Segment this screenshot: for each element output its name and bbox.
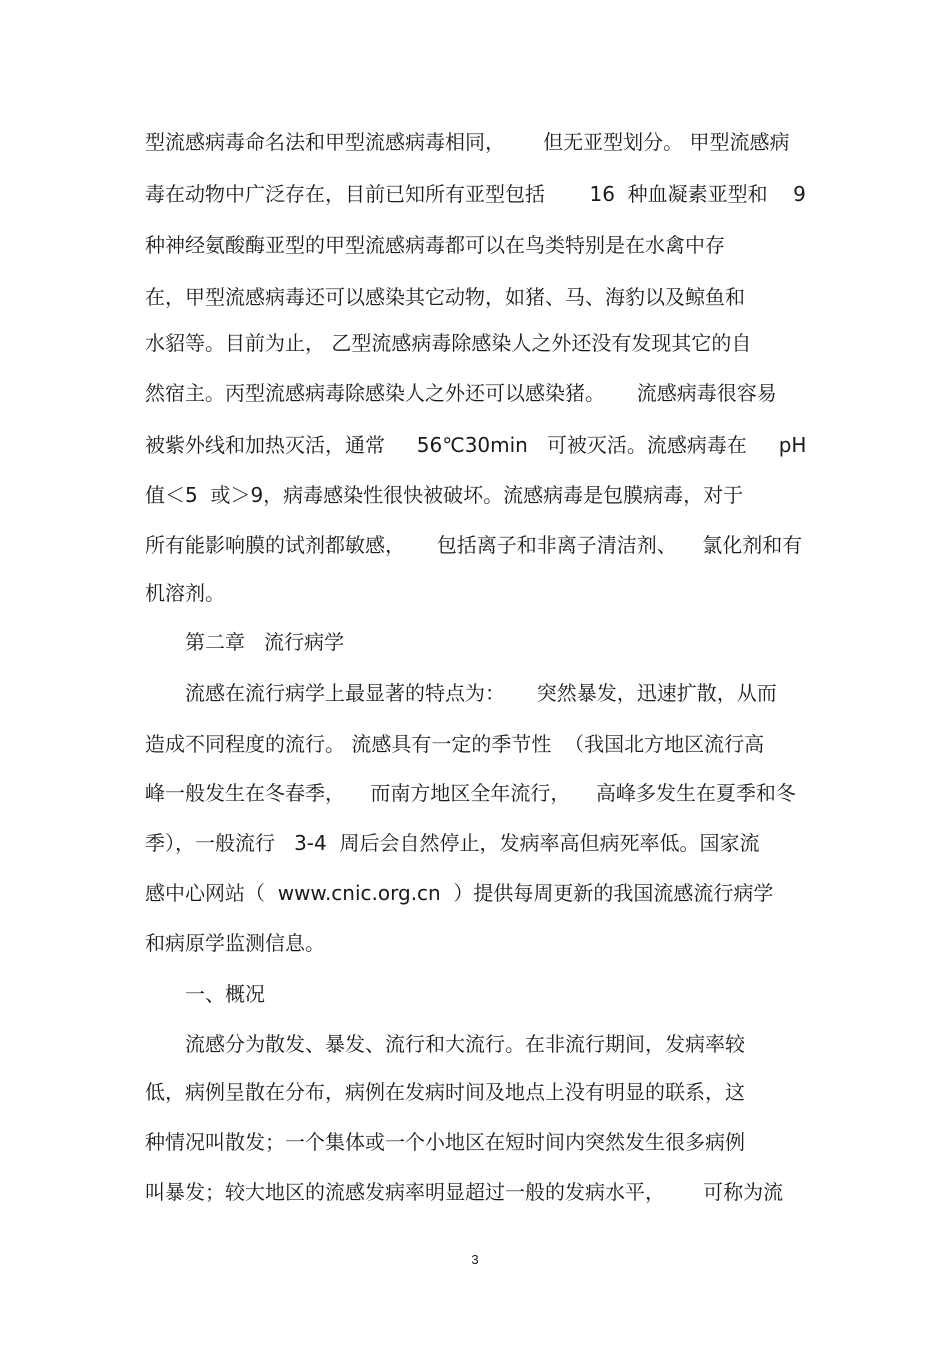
text-line: 毒在动物中广泛存在，目前已知所有亚型包括 16 种血凝素亚型和 9 — [145, 182, 806, 206]
text-line: 在，甲型流感病毒还可以感染其它动物，如猪、马、海豹以及鲸鱼和 — [145, 285, 745, 309]
text-line: 型流感病毒命名法和甲型流感病毒相同， 但无亚型划分。 甲型流感病 — [145, 130, 790, 154]
text-line: 和病原学监测信息。 — [145, 931, 325, 955]
text-line: 感中心网站（ www.cnic.org.cn ）提供每周更新的我国流感流行病学 — [145, 881, 774, 905]
text-line: 峰一般发生在冬春季， 而南方地区全年流行， 高峰多发生在夏季和冬 — [145, 781, 796, 805]
text-line: 造成不同程度的流行。 流感具有一定的季节性 （我国北方地区流行高 — [145, 732, 765, 756]
text-line: 机溶剂。 — [145, 581, 225, 605]
text-line: 被紫外线和加热灭活，通常 56℃30min 可被灭活。流感病毒在 pH — [145, 433, 807, 457]
text-line: 水貂等。目前为止， 乙型流感病毒除感染人之外还没有发现其它的自 — [145, 331, 752, 355]
section-heading: 一、概况 — [185, 982, 265, 1006]
text-line: 所有能影响膜的试剂都敏感， 包括离子和非离子清洁剂、 氯化剂和有 — [145, 533, 803, 557]
text-line: 流感分为散发、暴发、流行和大流行。在非流行期间，发病率较 — [185, 1032, 745, 1056]
text-line: 然宿主。丙型流感病毒除感染人之外还可以感染猪。 流感病毒很容易 — [145, 381, 777, 405]
text-line: 值＜5 或＞9，病毒感染性很快被破坏。流感病毒是包膜病毒，对于 — [145, 483, 744, 507]
text-line: 流感在流行病学上最显著的特点为： 突然暴发，迅速扩散，从而 — [185, 681, 777, 705]
text-line: 叫暴发；较大地区的流感发病率明显超过一般的发病水平， 可称为流 — [145, 1180, 784, 1204]
text-line: 种神经氨酸酶亚型的甲型流感病毒都可以在鸟类特别是在水禽中存 — [145, 233, 725, 257]
text-line: 种情况叫散发；一个集体或一个小地区在短时间内突然发生很多病例 — [145, 1130, 745, 1154]
text-line: 低，病例呈散在分布，病例在发病时间及地点上没有明显的联系，这 — [145, 1080, 745, 1104]
text-line: 季），一般流行 3-4 周后会自然停止，发病率高但病死率低。国家流 — [145, 831, 760, 855]
chapter-heading: 第二章 流行病学 — [185, 630, 345, 654]
page-number: 3 — [471, 1252, 479, 1267]
